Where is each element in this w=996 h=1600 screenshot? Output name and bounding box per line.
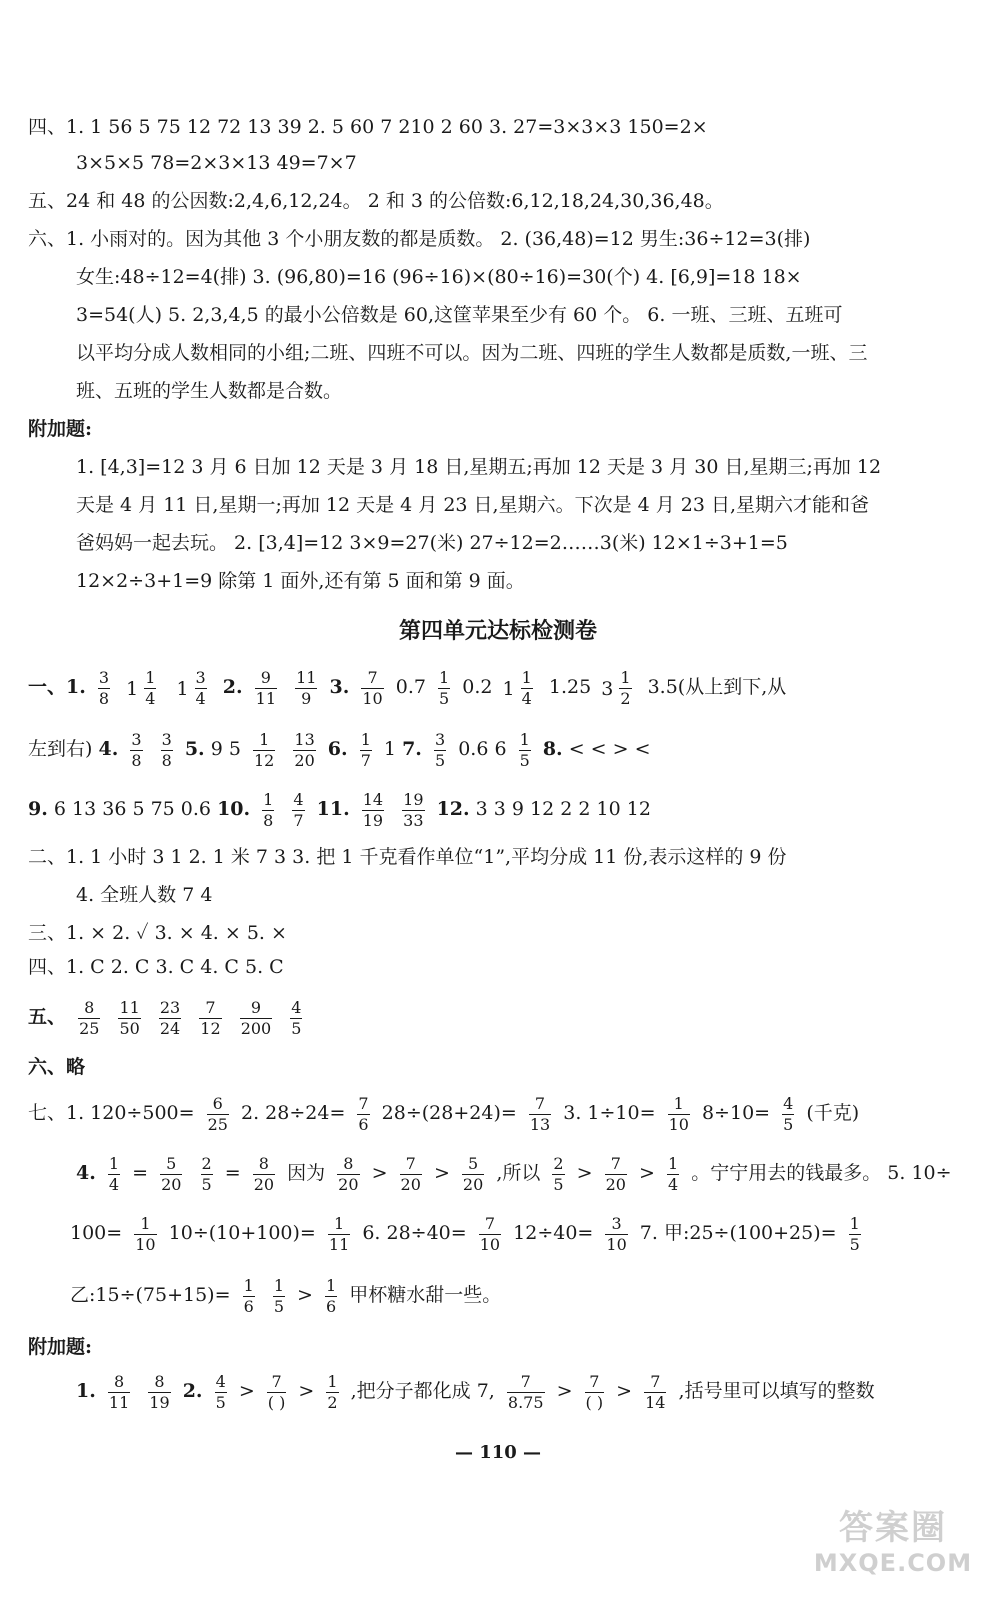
numerator: 1: [243, 1275, 254, 1295]
answer-text: >: [433, 1162, 450, 1184]
answer-text: =: [132, 1162, 149, 1184]
answer-text: 10÷(10+100)=: [168, 1222, 316, 1244]
numerator: 2: [201, 1153, 212, 1173]
fraction: [462, 1153, 484, 1194]
fraction: [293, 729, 315, 770]
numerator: 3: [131, 729, 142, 749]
question-label: 11.: [316, 798, 350, 820]
answer-line: 以平均分成人数相同的小组;二班、四班不可以。因为二班、四班的学生人数都是质数,一班、三: [76, 342, 868, 364]
numerator: 11: [119, 997, 140, 1017]
answer-text: 七、1. 120÷500=: [28, 1102, 195, 1124]
denominator: 4: [108, 1174, 120, 1194]
answer-text: 7. 甲:25÷(100+25)=: [639, 1222, 837, 1244]
section-title: 第四单元达标检测卷: [398, 618, 597, 644]
answer-line-fractions: [28, 994, 976, 1040]
numerator: 19: [403, 789, 424, 809]
question-label: 7.: [402, 738, 422, 760]
numerator: 14: [362, 789, 384, 809]
numerator: 4: [291, 997, 302, 1017]
question-label: 9.: [28, 798, 48, 820]
denominator: 4: [668, 1174, 679, 1194]
fraction: [243, 1275, 255, 1316]
whole-part: 1: [126, 677, 139, 700]
fraction: [360, 729, 372, 770]
denominator: 5: [201, 1174, 212, 1194]
denominator: 5: [519, 750, 530, 770]
denominator: 5: [273, 1296, 284, 1316]
fraction: [195, 670, 207, 707]
fraction: [273, 1275, 285, 1316]
denominator: 8: [161, 750, 172, 770]
numerator: 4: [215, 1371, 226, 1391]
denominator: 4: [195, 689, 206, 708]
answer-line: 爸妈妈一起去玩。 2. [3,4]=12 3×9=27(米) 27÷12=2……3(米) 12×1÷3+1=5: [76, 532, 788, 554]
answer-line-fractions: [28, 726, 976, 772]
denominator: ( ): [267, 1392, 286, 1412]
fraction: [144, 670, 156, 707]
answer-line: 五、24 和 48 的公因数:2,4,6,12,24。 2 和 3 的公倍数:6,12,18,24,30,36,48。: [28, 190, 724, 212]
numerator: 9: [240, 1000, 273, 1019]
denominator: 10: [479, 1234, 501, 1254]
numerator: 6: [207, 1096, 229, 1115]
numerator: 3: [98, 667, 110, 687]
numerator: 1: [253, 732, 275, 751]
denominator: 33: [403, 810, 424, 830]
answer-text: >: [639, 1162, 655, 1184]
question-label: 4.: [98, 738, 119, 760]
answer-line: 3×5×5 78=2×3×13 49=7×7: [76, 152, 357, 174]
answer-text: 甲杯糖水甜一些。: [349, 1284, 502, 1306]
watermark-logo: [808, 1500, 978, 1596]
denominator: 11: [108, 1392, 130, 1412]
question-label: 2.: [182, 1380, 203, 1402]
answer-text: < < > <: [568, 738, 651, 760]
question-label: 6.: [327, 738, 348, 760]
fraction: [361, 667, 383, 708]
fraction: [267, 1371, 287, 1412]
answer-line: 12×2÷3+1=9 除第 1 面外,还有第 5 面和第 9 面。: [76, 570, 525, 592]
fraction: [130, 729, 142, 770]
fraction: [337, 1153, 359, 1194]
denominator: 8.75: [507, 1392, 544, 1412]
numerator: 11: [296, 667, 317, 687]
numerator: 8: [148, 1374, 170, 1393]
fraction: [199, 997, 221, 1038]
answer-line: 六、略: [28, 1056, 86, 1078]
answer-line: 班、五班的学生人数都是合数。: [76, 380, 343, 402]
answer-line-fractions: [28, 786, 976, 832]
answer-line: 三、1. × 2. ✓ 3. × 4. × 5. ×: [28, 922, 287, 944]
answer-text: 3.5(从上到下,从: [647, 676, 787, 698]
numerator: 1: [521, 668, 532, 687]
numerator: 3: [605, 1216, 627, 1235]
numerator: 1: [360, 729, 371, 749]
denominator: 4: [521, 689, 532, 708]
denominator: 20: [400, 1174, 421, 1194]
answer-text: (千克): [806, 1102, 860, 1124]
denominator: 5: [215, 1392, 226, 1412]
answer-line: 天是 4 月 11 日,星期一;再加 12 天是 4 月 23 日,星期六。下次是 4 月 23 日,星期六才能和爸: [76, 494, 870, 516]
numerator: 7: [400, 1156, 422, 1175]
whole-part: 1: [502, 677, 515, 700]
answer-text: 。宁宁用去的钱最多。 5. 10÷: [691, 1162, 952, 1184]
denominator: 14: [645, 1392, 666, 1412]
denominator: 6: [358, 1114, 369, 1134]
numerator: 1: [620, 668, 631, 687]
answer-line-fractions: [70, 1210, 976, 1256]
numerator: 1: [849, 1213, 860, 1233]
fraction: [585, 1371, 605, 1412]
answer-text: 6. 28÷40=: [362, 1222, 467, 1244]
numerator: 1: [326, 1275, 337, 1295]
answer-text: ,所以: [496, 1162, 541, 1184]
numerator: 8: [78, 1000, 100, 1019]
answer-line: 女生:48÷12=4(排) 3. (96,80)=16 (96÷16)×(80÷16)=30(个) 4. [6,9]=18 18×: [76, 266, 802, 288]
answer-text: >: [297, 1284, 313, 1306]
denominator: 20: [605, 1174, 626, 1194]
denominator: 5: [553, 1174, 564, 1194]
mixed-number: [176, 665, 212, 712]
answer-text: >: [371, 1162, 388, 1184]
answer-line-fractions: [76, 1368, 976, 1414]
answer-line: 四、1. C 2. C 3. C 4. C 5. C: [28, 956, 284, 978]
numerator: 3: [195, 668, 206, 687]
denominator: 12: [200, 1018, 221, 1038]
answer-text: ,括号里可以填写的整数: [678, 1380, 875, 1402]
fraction: [507, 1371, 545, 1412]
answer-line-fractions: [70, 1272, 976, 1318]
answer-text: 28÷(28+24)=: [381, 1102, 517, 1124]
answer-text: 乙:15÷(75+15)=: [70, 1284, 231, 1306]
whole-part: 3: [601, 677, 614, 700]
answer-text: 9 5: [210, 738, 241, 760]
fraction: [108, 1371, 130, 1412]
fraction: [479, 1213, 501, 1254]
question-label: 1.: [76, 1380, 96, 1402]
answer-line-fractions: [76, 1150, 976, 1196]
denominator: 11: [255, 688, 277, 708]
answer-line: 3=54(人) 5. 2,3,4,5 的最小公倍数是 60,这筐苹果至少有 60 个。 6. 一班、三班、五班可: [76, 304, 843, 326]
denominator: 12: [253, 750, 275, 770]
fraction: [402, 789, 424, 830]
question-label: 8.: [542, 738, 563, 760]
fraction: [521, 670, 533, 707]
whole-part: 1: [176, 677, 189, 700]
fraction: [326, 1371, 338, 1412]
numerator: 1: [273, 1275, 284, 1295]
denominator: 10: [135, 1234, 156, 1254]
numerator: 23: [159, 997, 181, 1017]
fraction: [325, 1275, 337, 1316]
denominator: 11: [328, 1234, 350, 1254]
numerator: 3: [161, 729, 172, 749]
denominator: 8: [263, 810, 274, 830]
numerator: 7: [199, 1000, 221, 1019]
question-label: 4.: [76, 1162, 96, 1184]
numerator: 7: [479, 1216, 501, 1235]
extra-heading: 附加题:: [28, 1336, 93, 1358]
numerator: 1: [519, 729, 530, 749]
answer-text: =: [224, 1162, 241, 1184]
answer-text: >: [298, 1380, 315, 1402]
fraction: [148, 1371, 170, 1412]
question-label: 一、1.: [28, 676, 86, 698]
watermark-text: 答案圈: [839, 1508, 947, 1548]
denominator: 10: [362, 688, 383, 708]
denominator: 20: [462, 1174, 484, 1194]
fraction: [253, 1153, 275, 1194]
fraction: [434, 729, 446, 770]
denominator: 24: [159, 1018, 181, 1038]
fraction: [253, 729, 275, 770]
answer-text: 3. 1÷10=: [563, 1102, 656, 1124]
fraction: [667, 1153, 679, 1194]
denominator: 2: [620, 689, 631, 708]
denominator: 20: [161, 1174, 182, 1194]
denominator: 20: [253, 1174, 275, 1194]
fraction: [215, 1371, 227, 1412]
numerator: 4: [783, 1093, 794, 1113]
denominator: 19: [362, 810, 384, 830]
fraction: [118, 997, 140, 1038]
denominator: 25: [79, 1018, 100, 1038]
mixed-number: [126, 665, 162, 712]
denominator: 5: [434, 750, 446, 770]
fraction: [328, 1213, 350, 1254]
denominator: 2: [327, 1392, 338, 1412]
fraction: [668, 1093, 690, 1134]
fraction: [295, 667, 317, 708]
mixed-number: [503, 665, 539, 712]
numerator: 8: [253, 1156, 275, 1175]
denominator: 8: [131, 750, 142, 770]
numerator: 1: [668, 1096, 690, 1115]
denominator: 6: [326, 1296, 337, 1316]
denominator: 20: [338, 1174, 359, 1194]
numerator: 9: [255, 670, 277, 689]
fraction: [201, 1153, 213, 1194]
fraction: [362, 789, 384, 830]
numerator: 1: [145, 668, 156, 687]
answer-text: 0.7: [395, 676, 426, 698]
denominator: 10: [668, 1114, 689, 1134]
numerator: 1: [263, 789, 274, 809]
answer-text: >: [616, 1380, 633, 1402]
answer-text: 8÷10=: [701, 1102, 771, 1124]
fraction: [207, 1093, 229, 1134]
fraction: [290, 997, 302, 1038]
denominator: 25: [207, 1114, 228, 1134]
fraction: [619, 670, 631, 707]
fraction: [262, 789, 274, 830]
fraction: [255, 667, 277, 708]
fraction: [292, 789, 304, 830]
fraction: [529, 1093, 551, 1134]
answer-text: >: [556, 1380, 573, 1402]
fraction: [159, 997, 181, 1038]
fraction: [605, 1213, 627, 1254]
denominator: 200: [240, 1018, 272, 1038]
fraction: [78, 997, 100, 1038]
fraction: [782, 1093, 794, 1134]
answer-text: 100=: [70, 1222, 123, 1244]
numerator: 7: [585, 1374, 605, 1393]
numerator: 7: [361, 670, 383, 689]
numerator: 1: [328, 1216, 350, 1235]
denominator: 7: [360, 750, 371, 770]
answer-text: 2. 28÷24=: [241, 1102, 346, 1124]
fraction: [519, 729, 531, 770]
denominator: 19: [149, 1392, 170, 1412]
fraction: [849, 1213, 861, 1254]
numerator: 8: [337, 1156, 359, 1175]
denominator: 5: [439, 688, 450, 708]
answer-line: 4. 全班人数 7 4: [76, 884, 213, 906]
page-number: — 110 —: [454, 1442, 542, 1463]
denominator: 5: [849, 1234, 860, 1254]
numerator: 1: [327, 1371, 338, 1391]
fraction: [98, 667, 110, 708]
answer-line: 1. [4,3]=12 3 月 6 日加 12 天是 3 月 18 日,星期五;再加 12 天是 3 月 30 日,星期三;再加 12: [76, 456, 882, 478]
numerator: 8: [108, 1374, 130, 1393]
fraction: [605, 1153, 627, 1194]
numerator: 7: [267, 1374, 287, 1393]
watermark-url: MXQE.COM: [813, 1549, 973, 1577]
answer-line: 二、1. 1 小时 3 1 2. 1 米 7 3 3. 把 1 千克看作单位“1”,平均分成 11 份,表示这样的 9 份: [28, 846, 787, 868]
denominator: 50: [119, 1018, 140, 1038]
answer-text: 6 13 36 5 75 0.6: [53, 798, 212, 820]
answer-line-fractions: [28, 1090, 976, 1136]
answer-text: 12÷40=: [513, 1222, 594, 1244]
denominator: 4: [145, 689, 156, 708]
denominator: 10: [606, 1234, 627, 1254]
answer-text: 因为: [287, 1162, 326, 1184]
numerator: 4: [293, 789, 304, 809]
answer-text: 1.25: [548, 676, 592, 698]
denominator: 6: [243, 1296, 254, 1316]
answer-text: >: [576, 1162, 593, 1184]
numerator: 3: [434, 729, 446, 749]
numerator: 13: [294, 729, 315, 749]
numerator: 7: [644, 1374, 666, 1393]
fraction: [240, 997, 273, 1038]
denominator: 20: [294, 750, 315, 770]
answer-text: 1: [383, 738, 397, 760]
fraction: [438, 667, 450, 708]
numerator: 7: [358, 1093, 369, 1113]
numerator: 1: [108, 1153, 120, 1173]
numerator: 2: [553, 1153, 564, 1173]
numerator: 1: [134, 1216, 156, 1235]
fraction: [400, 1153, 422, 1194]
answer-text: 0.2: [462, 676, 493, 698]
answer-line-fractions: [28, 664, 976, 712]
answer-text: 3 3 9 12 2 2 10 12: [475, 798, 651, 820]
numerator: 7: [605, 1156, 627, 1175]
answer-line: 四、1. 1 56 5 75 12 72 13 39 2. 5 60 7 210 2 60 3. 27=3×3×3 150=2×: [28, 116, 708, 138]
numerator: 7: [507, 1374, 545, 1393]
question-label: 12.: [436, 798, 470, 820]
fraction: [134, 1213, 156, 1254]
fraction: [644, 1371, 666, 1412]
answer-text: ,把分子都化成 7,: [350, 1380, 495, 1402]
denominator: 9: [301, 688, 312, 708]
fraction: [161, 729, 173, 770]
denominator: 13: [529, 1114, 551, 1134]
answer-text: 左到右): [28, 738, 93, 760]
denominator: 7: [293, 810, 304, 830]
numerator: 5: [462, 1156, 484, 1175]
answer-text: >: [238, 1380, 255, 1402]
denominator: 8: [98, 688, 110, 708]
fraction: [357, 1093, 369, 1134]
question-label: 2.: [222, 676, 243, 698]
answer-line: 六、1. 小雨对的。因为其他 3 个小朋友数的都是质数。 2. (36,48)=12 男生:36÷12=3(排): [28, 228, 811, 250]
numerator: 7: [529, 1096, 551, 1115]
fraction: [552, 1153, 564, 1194]
denominator: 5: [783, 1114, 794, 1134]
question-label: 3.: [329, 676, 350, 698]
question-label: 5.: [184, 738, 205, 760]
question-label: 五、: [28, 1006, 67, 1028]
answer-text: 0.6 6: [458, 738, 507, 760]
mixed-number: [601, 665, 637, 712]
numerator: 5: [160, 1156, 182, 1175]
denominator: ( ): [585, 1392, 604, 1412]
denominator: 5: [291, 1018, 302, 1038]
question-label: 10.: [217, 798, 251, 820]
numerator: 1: [668, 1153, 679, 1173]
extra-heading: 附加题:: [28, 418, 93, 440]
fraction: [160, 1153, 182, 1194]
numerator: 1: [439, 667, 450, 687]
fraction: [108, 1153, 120, 1194]
